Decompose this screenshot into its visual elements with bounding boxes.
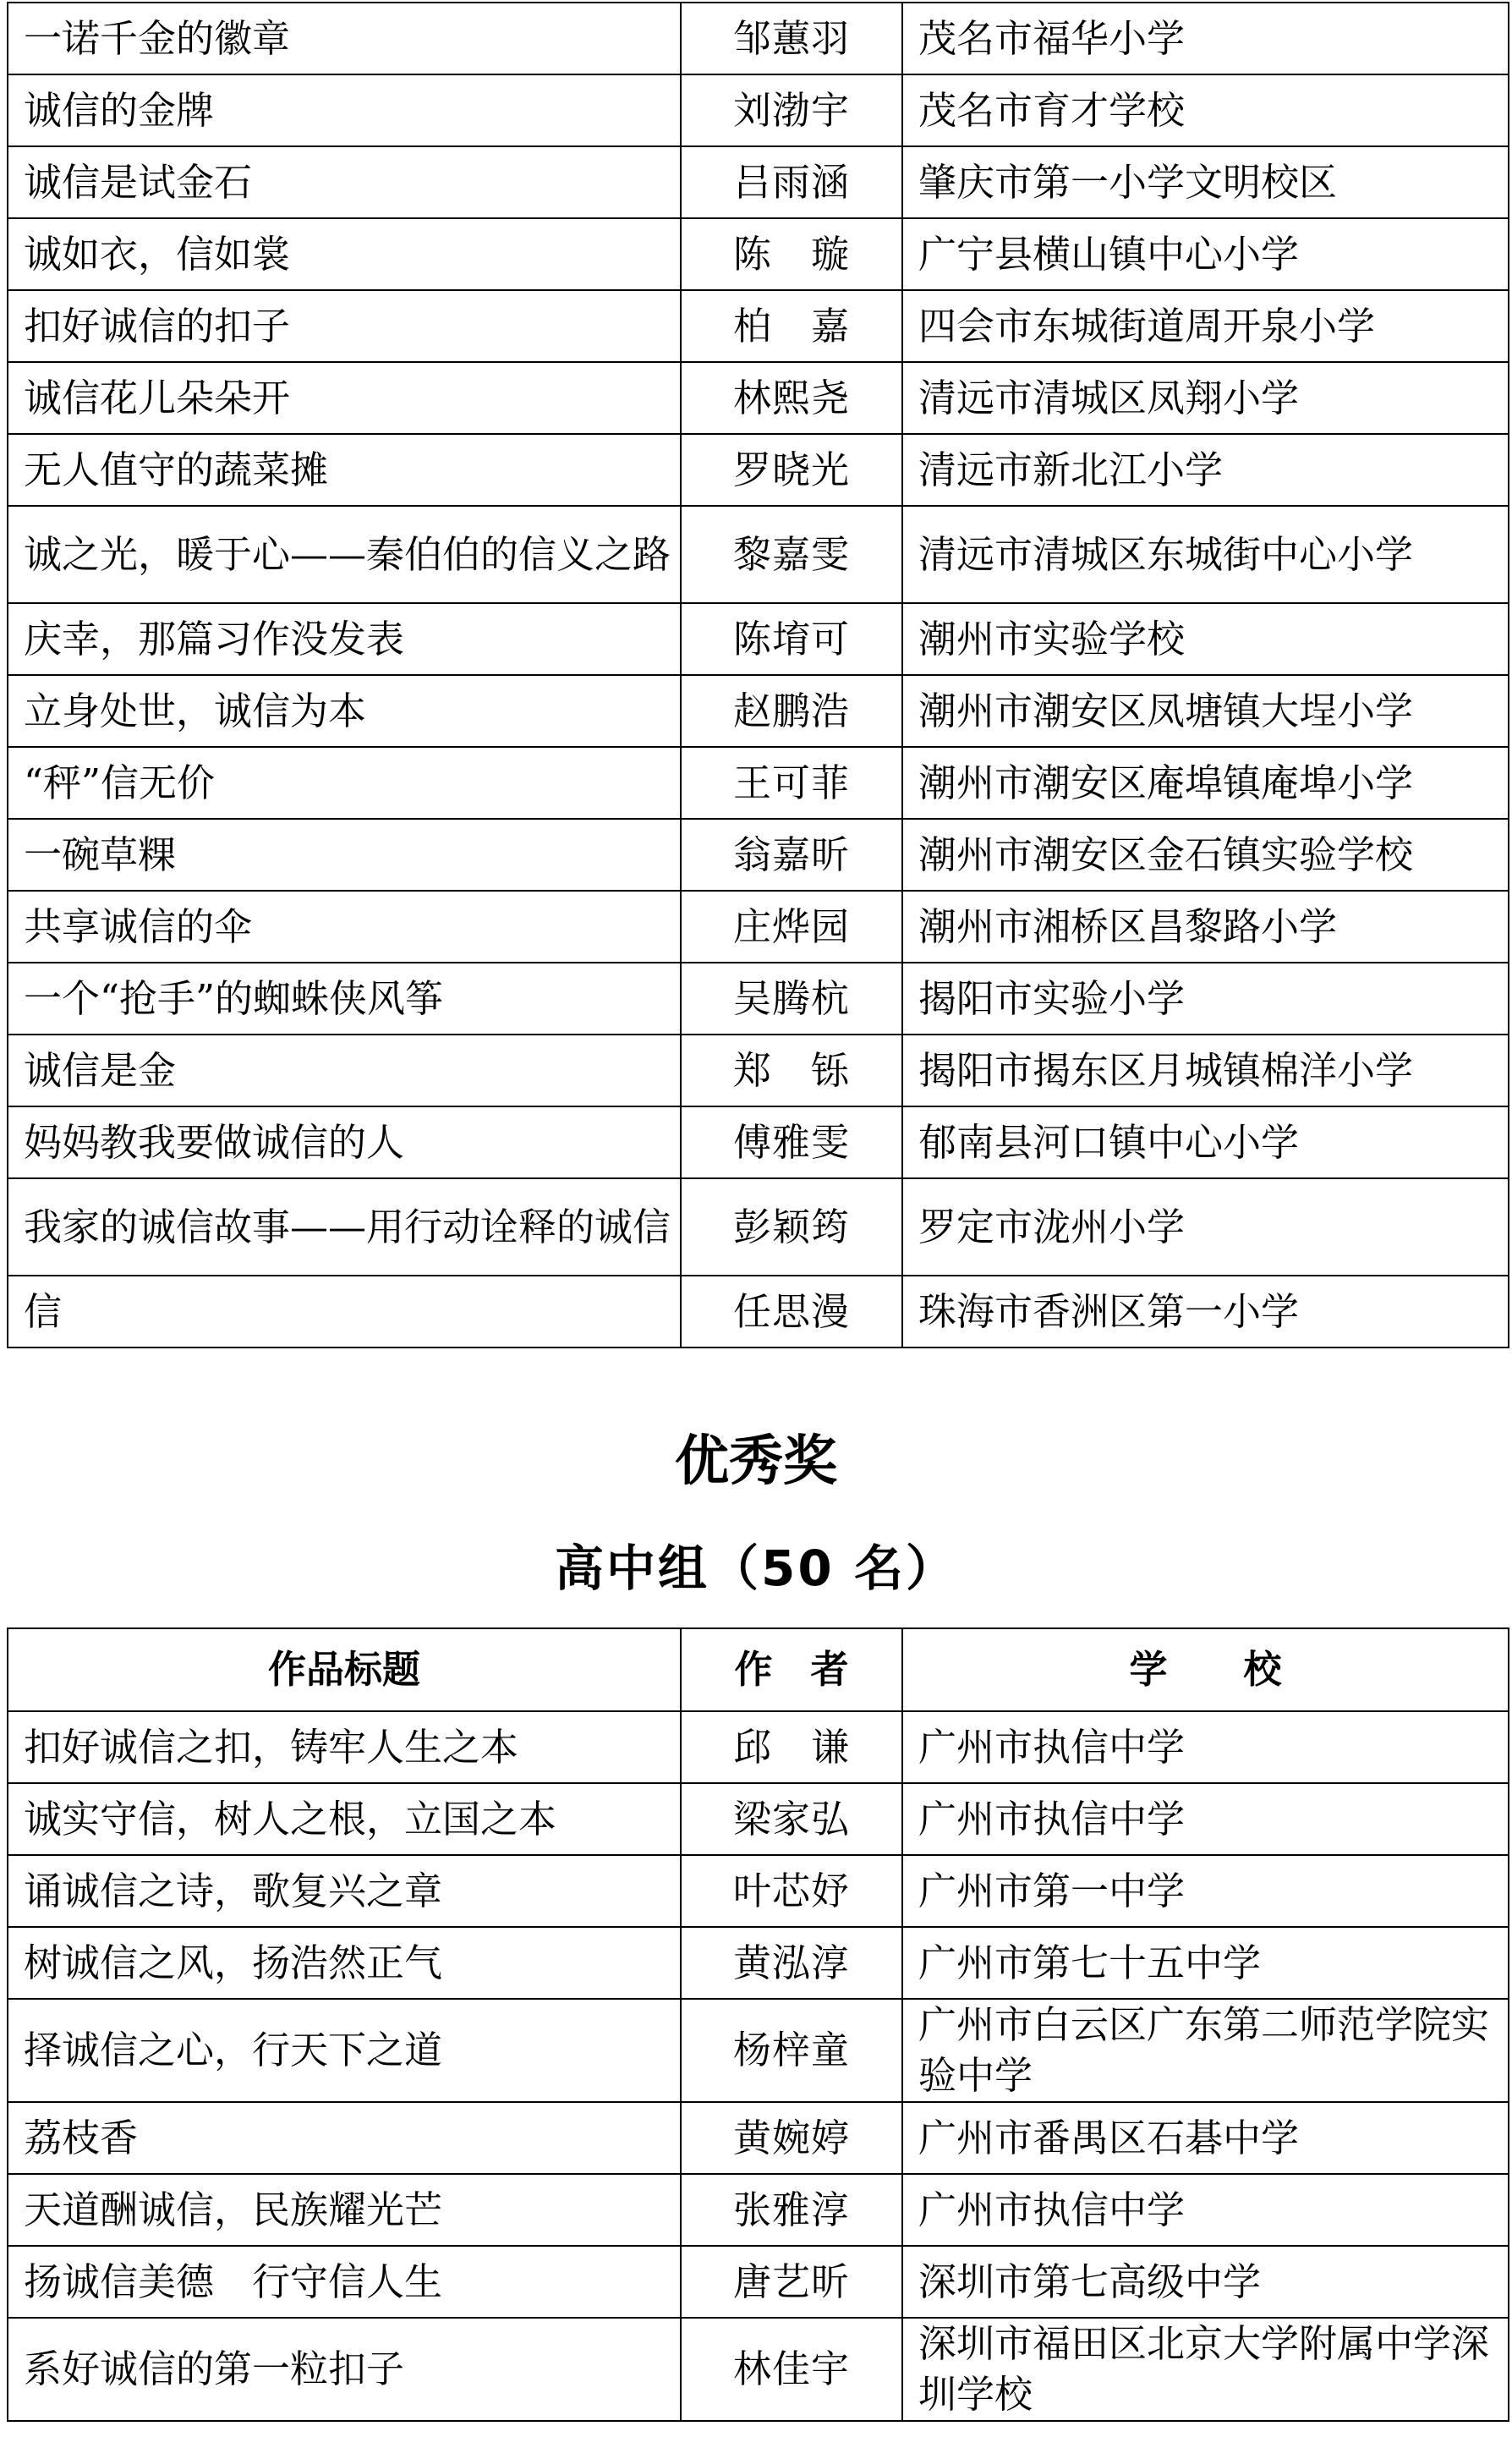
work-title-cell: 庆幸，那篇习作没发表 [8,603,681,675]
work-title-cell: 妈妈教我要做诚信的人 [8,1106,681,1178]
author-cell: 翁嘉昕 [681,819,902,891]
school-cell: 潮州市潮安区金石镇实验学校 [902,819,1509,891]
table-row [8,963,1509,1035]
author-cell: 傅雅雯 [681,1106,902,1178]
work-title-cell: 诵诚信之诗，歌复兴之章 [8,1855,681,1927]
work-title-cell: 诚信花儿朵朵开 [8,362,681,434]
table-row [8,290,1509,362]
table-row [8,2174,1509,2246]
author-cell: 庄烨园 [681,891,902,963]
author-cell: 林佳宇 [681,2318,902,2421]
author-cell: 罗晓光 [681,434,902,506]
author-cell: 王可菲 [681,747,902,819]
work-title-cell: 树诚信之风，扬浩然正气 [8,1927,681,1999]
author-cell: 黎嘉雯 [681,506,902,603]
author-cell: 柏 嘉 [681,290,902,362]
work-title-cell: 诚之光，暖于心——秦伯伯的信义之路 [8,506,681,603]
school-cell: 揭阳市揭东区月城镇棉洋小学 [902,1035,1509,1106]
school-cell: 清远市新北江小学 [902,434,1509,506]
school-cell: 清远市清城区凤翔小学 [902,362,1509,434]
table-row [8,3,1509,74]
school-cell: 广州市第七十五中学 [902,1927,1509,1999]
group-heading: 高中组（50 名） [555,1540,957,1597]
table-row [8,1927,1509,1999]
column-header-school: 学 校 [902,1628,1509,1711]
table-row [8,2318,1509,2421]
table-row [8,675,1509,747]
school-cell: 茂名市福华小学 [902,3,1509,74]
table-row [8,1276,1509,1348]
work-title-cell: 无人值守的蔬菜摊 [8,434,681,506]
school-cell: 揭阳市实验小学 [902,963,1509,1035]
table-row [8,1711,1509,1783]
work-title-cell: 扣好诚信之扣，铸牢人生之本 [8,1711,681,1783]
table-header-row [8,1628,1509,1711]
table-row [8,2246,1509,2318]
work-title-cell: 一个“抢手”的蜘蛛侠风筝 [8,963,681,1035]
school-cell: 清远市清城区东城街中心小学 [902,506,1509,603]
school-cell: 广州市白云区广东第二师范学院实验中学 [902,1999,1509,2102]
work-title-cell: 择诚信之心，行天下之道 [8,1999,681,2102]
work-title-cell: 诚信是金 [8,1035,681,1106]
table-row [8,1106,1509,1178]
school-cell: 四会市东城街道周开泉小学 [902,290,1509,362]
work-title-cell: 信 [8,1276,681,1348]
school-cell: 茂名市育才学校 [902,74,1509,146]
school-cell: 广州市执信中学 [902,1783,1509,1855]
table-row [8,747,1509,819]
school-cell: 珠海市香洲区第一小学 [902,1276,1509,1348]
work-title-cell: 诚实守信，树人之根，立国之本 [8,1783,681,1855]
table-row [8,218,1509,290]
award-level-heading: 优秀奖 [675,1430,837,1493]
school-cell: 潮州市潮安区凤塘镇大埕小学 [902,675,1509,747]
author-cell: 梁家弘 [681,1783,902,1855]
table-row [8,506,1509,603]
table-row [8,1999,1509,2102]
author-cell: 吴腾杭 [681,963,902,1035]
author-cell: 唐艺昕 [681,2246,902,2318]
work-title-cell: 共享诚信的伞 [8,891,681,963]
work-title-cell: 系好诚信的第一粒扣子 [8,2318,681,2421]
author-cell: 林熙尧 [681,362,902,434]
author-cell: 刘渤宇 [681,74,902,146]
school-cell: 广州市执信中学 [902,2174,1509,2246]
author-cell: 黄泓淳 [681,1927,902,1999]
author-cell: 赵鹏浩 [681,675,902,747]
author-cell: 黄婉婷 [681,2102,902,2174]
author-cell: 任思漫 [681,1276,902,1348]
table-row [8,1178,1509,1276]
table-row [8,1035,1509,1106]
school-cell: 肇庆市第一小学文明校区 [902,146,1509,218]
table-row [8,434,1509,506]
work-title-cell: 一诺千金的徽章 [8,3,681,74]
author-cell: 叶芯妤 [681,1855,902,1927]
table-row [8,74,1509,146]
table-row [8,2102,1509,2174]
work-title-cell: 诚如衣，信如裳 [8,218,681,290]
school-cell: 潮州市潮安区庵埠镇庵埠小学 [902,747,1509,819]
table-row [8,146,1509,218]
table-row [8,1783,1509,1855]
table-row [8,891,1509,963]
high-school-award-table [7,1627,1509,2422]
column-header-author: 作 者 [681,1628,902,1711]
work-title-cell: 一碗草粿 [8,819,681,891]
school-cell: 广州市第一中学 [902,1855,1509,1927]
work-title-cell: “秤”信无价 [8,747,681,819]
school-cell: 郁南县河口镇中心小学 [902,1106,1509,1178]
author-cell: 陈堉可 [681,603,902,675]
author-cell: 吕雨涵 [681,146,902,218]
school-cell: 深圳市福田区北京大学附属中学深圳学校 [902,2318,1509,2421]
school-cell: 广州市执信中学 [902,1711,1509,1783]
work-title-cell: 我家的诚信故事——用行动诠释的诚信 [8,1178,681,1276]
work-title-cell: 诚信是试金石 [8,146,681,218]
table-row [8,1855,1509,1927]
table-row [8,819,1509,891]
award-list-table-continued [7,2,1509,1348]
work-title-cell: 扣好诚信的扣子 [8,290,681,362]
author-cell: 杨梓童 [681,1999,902,2102]
table-row [8,603,1509,675]
author-cell: 张雅淳 [681,2174,902,2246]
school-cell: 罗定市泷州小学 [902,1178,1509,1276]
author-cell: 郑 铄 [681,1035,902,1106]
column-header-title: 作品标题 [8,1628,681,1711]
work-title-cell: 天道酬诚信，民族耀光芒 [8,2174,681,2246]
work-title-cell: 扬诚信美德 行守信人生 [8,2246,681,2318]
author-cell: 陈 璇 [681,218,902,290]
work-title-cell: 立身处世，诚信为本 [8,675,681,747]
school-cell: 深圳市第七高级中学 [902,2246,1509,2318]
work-title-cell: 荔枝香 [8,2102,681,2174]
school-cell: 广州市番禺区石碁中学 [902,2102,1509,2174]
author-cell: 邹蕙羽 [681,3,902,74]
table-row [8,362,1509,434]
school-cell: 潮州市湘桥区昌黎路小学 [902,891,1509,963]
school-cell: 潮州市实验学校 [902,603,1509,675]
author-cell: 邱 谦 [681,1711,902,1783]
author-cell: 彭颖筠 [681,1178,902,1276]
work-title-cell: 诚信的金牌 [8,74,681,146]
school-cell: 广宁县横山镇中心小学 [902,218,1509,290]
